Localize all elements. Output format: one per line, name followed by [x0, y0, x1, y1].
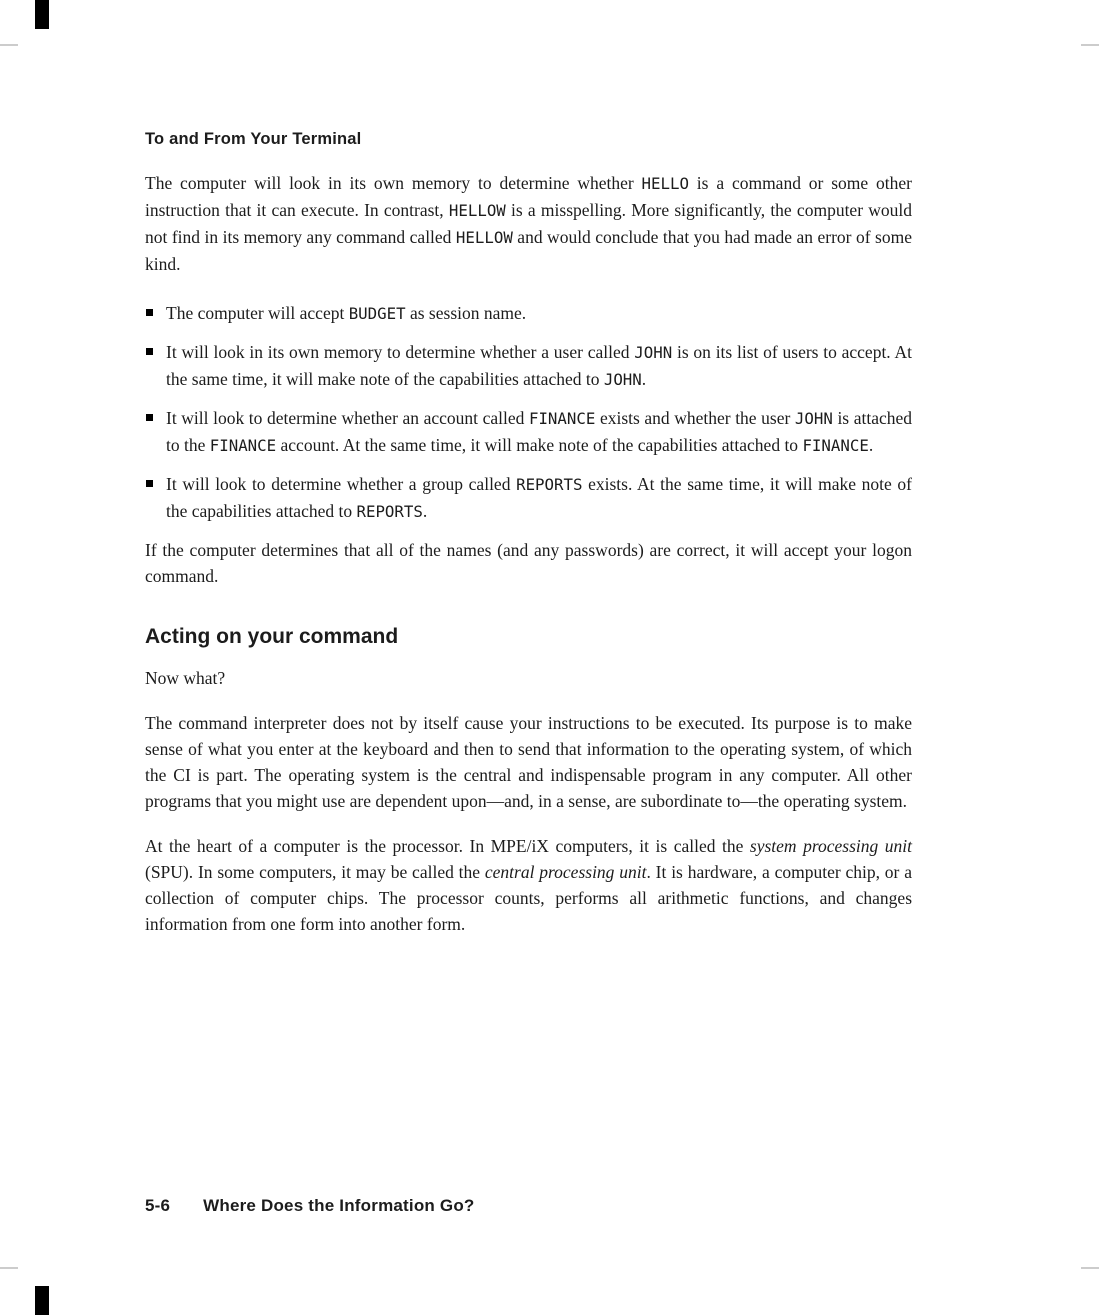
page-footer — [145, 1196, 475, 1216]
list-item — [145, 405, 912, 459]
bullet-text: It will look to determine whether an account called FINANCE exists and whether the user JOHN is attached to the FINANCE account. At the same time, it will make note of the capabilities attached to FINANCE. — [166, 408, 912, 455]
running-header: To and From Your Terminal — [145, 130, 362, 148]
paragraph-memory-check: The computer will look in its own memory to determine whether HELLO is a command or some other instruction that it can execute. In contrast, HELLOW is a misspelling. More significantly, the computer would not find in its memory any command called HELLOW and would conclude that you had made an error of some kind. — [145, 173, 913, 274]
page-number: 5-6 — [145, 1196, 171, 1215]
list-item — [145, 471, 912, 525]
bullet-text: The computer will accept BUDGET as session name. — [166, 303, 527, 323]
bullet-list — [145, 300, 912, 525]
crop-mark-top-left — [0, 44, 18, 46]
crop-mark-bottom-right — [1081, 1267, 1099, 1269]
section-heading: Acting on your command — [145, 625, 399, 648]
bullet-text: It will look to determine whether a group called REPORTS exists. At the same time, it will make note of the capabilities attached to REPORTS. — [166, 474, 913, 521]
bullet-square-icon — [146, 348, 153, 355]
registration-mark-bottom — [35, 1286, 49, 1315]
footer-title: Where Does the Information Go? — [203, 1196, 475, 1215]
paragraph-processor: At the heart of a computer is the processor. In MPE/iX computers, it is called the system processing unit (SPU). In some computers, it may be called the central processing unit. It is hardware, a computer chip, or a collection of computer chips. The processor counts, performs all arithmetic functions, and changes information from one form into another form. — [145, 836, 912, 934]
list-item — [145, 339, 912, 393]
paragraph-now-what: Now what? — [145, 668, 226, 688]
bullet-square-icon — [146, 414, 153, 421]
registration-mark-top — [35, 0, 49, 29]
list-item — [145, 300, 912, 327]
paragraph-logon-accept: If the computer determines that all of the names (and any passwords) are correct, it will accept your logon command. — [145, 540, 912, 586]
crop-mark-bottom-left — [0, 1267, 18, 1269]
bullet-text: It will look in its own memory to determine whether a user called JOHN is on its list of users to accept. At the same time, it will make note of the capabilities attached to JOHN. — [166, 342, 912, 389]
crop-mark-top-right — [1081, 44, 1099, 46]
page-content — [145, 130, 912, 956]
paragraph-command-interpreter: The command interpreter does not by itself cause your instructions to be executed. Its purpose is to make sense of what you enter at the keyboard and then to send that information to the operating system, of which the CI is part. The operating system is the central and indispensable program in any computer. All other programs that you might use are dependent upon—and, in a sense, are subordinate to—the operating system. — [145, 713, 912, 811]
bullet-square-icon — [146, 309, 153, 316]
bullet-square-icon — [146, 480, 153, 487]
